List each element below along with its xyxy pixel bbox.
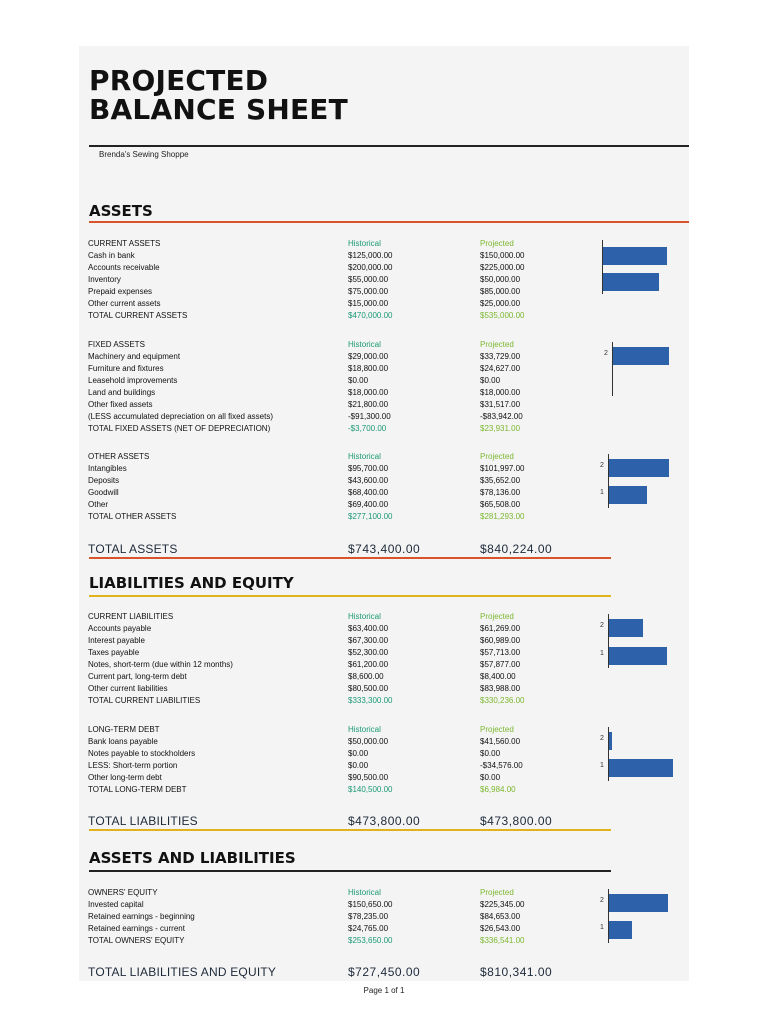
table-row-projected: $35,652.00 (480, 476, 521, 485)
total-assets-historical: $743,400.00 (348, 542, 421, 556)
table-row-historical: $63,400.00 (348, 624, 389, 633)
total-liabilities-historical: $473,800.00 (348, 814, 421, 828)
table-row-historical: $0.00 (348, 761, 369, 770)
table-row-label: Intangibles (88, 464, 127, 473)
section-total-label: TOTAL OWNERS' EQUITY (88, 936, 185, 945)
section-header-label: CURRENT LIABILITIES (88, 612, 174, 621)
table-row-label: Other long-term debt (88, 773, 162, 782)
table-row (88, 250, 628, 262)
chart-bar (609, 619, 643, 637)
section-total (88, 511, 628, 523)
total-assets-row (88, 541, 628, 557)
table-row-historical: $29,000.00 (348, 352, 389, 361)
chart-tick-label: 2 (600, 462, 604, 469)
section-total-label: TOTAL FIXED ASSETS (NET OF DEPRECIATION) (88, 424, 271, 433)
section-header-projected: Projected (480, 888, 514, 897)
chart-bar (609, 647, 667, 665)
chart-bar (609, 486, 647, 504)
table-row-historical: -$91,300.00 (348, 412, 391, 421)
section-total-projected: $23,931.00 (480, 424, 521, 433)
section-total-historical: $470,000.00 (348, 311, 393, 320)
chart-tick-label: 1 (600, 924, 604, 931)
section-total-historical: $277,100.00 (348, 512, 393, 521)
table-row (88, 772, 628, 784)
table-row-historical: $78,235.00 (348, 912, 389, 921)
table-row-historical: $90,500.00 (348, 773, 389, 782)
table-row (88, 760, 628, 772)
section-header-projected: Projected (480, 239, 514, 248)
chart-bar (609, 921, 632, 939)
table-row-projected: $61,269.00 (480, 624, 521, 633)
section-header-historical: Historical (348, 888, 381, 897)
liabilities-divider (89, 595, 611, 597)
section-total (88, 423, 628, 435)
total-liab-equity-label: TOTAL LIABILITIES AND EQUITY (88, 965, 277, 979)
section-header (88, 724, 628, 736)
table-row-projected: $57,877.00 (480, 660, 521, 669)
table-row-historical: $15,000.00 (348, 299, 389, 308)
table-row-label: Taxes payable (88, 648, 140, 657)
table-row (88, 463, 628, 475)
table-row (88, 647, 628, 659)
table-row-projected: $85,000.00 (480, 287, 521, 296)
title-line-2: BALANCE SHEET (89, 93, 348, 126)
table-row-historical: $61,200.00 (348, 660, 389, 669)
chart-tick-label: 2 (600, 735, 604, 742)
table-row-historical: $0.00 (348, 376, 369, 385)
section-header-historical: Historical (348, 725, 381, 734)
section-header-projected: Projected (480, 725, 514, 734)
table-row-historical: $68,400.00 (348, 488, 389, 497)
table-row-projected: $41,560.00 (480, 737, 521, 746)
table-row-historical: $69,400.00 (348, 500, 389, 509)
table-row-historical: $18,800.00 (348, 364, 389, 373)
table-row-projected: $31,517.00 (480, 400, 521, 409)
chart-bar (613, 347, 669, 365)
table-row-projected: $25,000.00 (480, 299, 521, 308)
table-row (88, 923, 628, 935)
table-row-label: LESS: Short-term portion (88, 761, 178, 770)
table-row (88, 659, 628, 671)
table-row-label: Other fixed assets (88, 400, 153, 409)
chart-tick-label: 2 (600, 897, 604, 904)
total-assets-label: TOTAL ASSETS (88, 542, 178, 556)
table-row-historical: $24,765.00 (348, 924, 389, 933)
page-footer: Page 1 of 1 (363, 986, 405, 995)
table-row-label: Deposits (88, 476, 120, 485)
table-row-label: Accounts receivable (88, 263, 160, 272)
table-row-label: Notes payable to stockholders (88, 749, 196, 758)
section-header-label: OWNERS' EQUITY (88, 888, 158, 897)
table-row-label: Goodwill (88, 488, 119, 497)
total-liabilities-projected: $473,800.00 (480, 814, 553, 828)
table-row-projected: $24,627.00 (480, 364, 521, 373)
table-row-label: Furniture and fixtures (88, 364, 164, 373)
total-liabilities-divider (89, 829, 611, 831)
table-row-label: (LESS accumulated depreciation on all fixed assets) (88, 412, 273, 421)
table-row-label: Inventory (88, 275, 121, 284)
chart-bar (603, 273, 659, 291)
table-row-historical: $125,000.00 (348, 251, 393, 260)
section-total-label: TOTAL CURRENT LIABILITIES (88, 696, 201, 705)
table-row (88, 363, 628, 375)
assets-heading: ASSETS (89, 202, 153, 220)
section-header (88, 611, 628, 623)
liabilities-heading: LIABILITIES AND EQUITY (89, 574, 294, 592)
table-row-label: Other (88, 500, 109, 509)
section-total-projected: $330,236.00 (480, 696, 525, 705)
section-header-label: LONG-TERM DEBT (88, 725, 160, 734)
table-row-label: Retained earnings - beginning (88, 912, 195, 921)
total-assets-projected: $840,224.00 (480, 542, 553, 556)
total-assets-divider (89, 557, 611, 559)
total-liabilities-row (88, 813, 628, 829)
table-row (88, 411, 628, 423)
section-total (88, 310, 628, 322)
table-row-projected: -$34,576.00 (480, 761, 523, 770)
company-name: Brenda's Sewing Shoppe (99, 150, 189, 159)
table-row-label: Other current liabilities (88, 684, 168, 693)
section-header-historical: Historical (348, 452, 381, 461)
table-row (88, 748, 628, 760)
table-row-label: Invested capital (88, 900, 144, 909)
title-divider (89, 145, 689, 147)
chart-tick-label: 2 (600, 622, 604, 629)
table-row (88, 298, 628, 310)
title-line-1: PROJECTED (89, 64, 269, 97)
table-row-projected: $83,988.00 (480, 684, 521, 693)
chart-bar (609, 459, 669, 477)
table-row-projected: $101,997.00 (480, 464, 525, 473)
equity-divider (89, 870, 611, 872)
section-header (88, 238, 628, 250)
chart-bar (603, 247, 667, 265)
table-row-projected: -$83,942.00 (480, 412, 523, 421)
table-row-label: Bank loans payable (88, 737, 158, 746)
total-liab-equity-row (88, 964, 628, 980)
section-total-projected: $281,293.00 (480, 512, 525, 521)
section-total (88, 935, 628, 947)
table-row-historical: $80,500.00 (348, 684, 389, 693)
assets-divider (89, 221, 689, 223)
table-row (88, 375, 628, 387)
section-header-label: FIXED ASSETS (88, 340, 145, 349)
table-row-label: Machinery and equipment (88, 352, 181, 361)
table-row-label: Interest payable (88, 636, 145, 645)
section-header-projected: Projected (480, 340, 514, 349)
table-row-label: Other current assets (88, 299, 161, 308)
table-row (88, 399, 628, 411)
section-header-historical: Historical (348, 239, 381, 248)
total-liab-equity-projected: $810,341.00 (480, 965, 553, 979)
table-row (88, 736, 628, 748)
section-total-historical: -$3,700.00 (348, 424, 387, 433)
chart-tick-label: 1 (600, 650, 604, 657)
section-total-historical: $253,650.00 (348, 936, 393, 945)
section-header-label: CURRENT ASSETS (88, 239, 161, 248)
section-header (88, 451, 628, 463)
total-liabilities-label: TOTAL LIABILITIES (88, 814, 198, 828)
section-total (88, 695, 628, 707)
section-header (88, 887, 628, 899)
table-row-historical: $55,000.00 (348, 275, 389, 284)
table-row-historical: $50,000.00 (348, 737, 389, 746)
equity-heading: ASSETS AND LIABILITIES (89, 849, 296, 867)
chart-bar (609, 732, 612, 750)
table-row-projected: $18,000.00 (480, 388, 521, 397)
section-header-projected: Projected (480, 452, 514, 461)
table-row-label: Current part, long-term debt (88, 672, 187, 681)
table-row-label: Retained earnings - current (88, 924, 185, 933)
table-row-label: Leasehold improvements (88, 376, 178, 385)
table-row-label: Cash in bank (88, 251, 135, 260)
table-row (88, 387, 628, 399)
section-header-historical: Historical (348, 340, 381, 349)
section-total-projected: $6,984.00 (480, 785, 516, 794)
table-row (88, 635, 628, 647)
table-row-historical: $75,000.00 (348, 287, 389, 296)
table-row-projected: $150,000.00 (480, 251, 525, 260)
chart-tick-label: 1 (600, 489, 604, 496)
chart-bar (609, 894, 668, 912)
table-row-projected: $84,653.00 (480, 912, 521, 921)
table-row-projected: $225,000.00 (480, 263, 525, 272)
table-row-historical: $21,800.00 (348, 400, 389, 409)
table-row-label: Land and buildings (88, 388, 156, 397)
section-header-label: OTHER ASSETS (88, 452, 150, 461)
table-row-historical: $43,600.00 (348, 476, 389, 485)
section-total-historical: $140,500.00 (348, 785, 393, 794)
chart-bar (609, 759, 673, 777)
table-row-label: Accounts payable (88, 624, 152, 633)
table-row-historical: $52,300.00 (348, 648, 389, 657)
table-row-projected: $78,136.00 (480, 488, 521, 497)
table-row-historical: $0.00 (348, 749, 369, 758)
table-row (88, 274, 628, 286)
table-row-label: Prepaid expenses (88, 287, 153, 296)
section-total-projected: $535,000.00 (480, 311, 525, 320)
table-row (88, 683, 628, 695)
section-header (88, 339, 628, 351)
section-total-historical: $333,300.00 (348, 696, 393, 705)
section-total-label: TOTAL CURRENT ASSETS (88, 311, 188, 320)
table-row-projected: $0.00 (480, 376, 501, 385)
table-row-historical: $18,000.00 (348, 388, 389, 397)
table-row (88, 475, 628, 487)
table-row-projected: $60,989.00 (480, 636, 521, 645)
table-row (88, 623, 628, 635)
table-row (88, 899, 628, 911)
chart-tick-label: 1 (600, 762, 604, 769)
section-header-projected: Projected (480, 612, 514, 621)
table-row-historical: $8,600.00 (348, 672, 384, 681)
table-row (88, 671, 628, 683)
section-total-label: TOTAL LONG-TERM DEBT (88, 785, 187, 794)
table-row-projected: $0.00 (480, 749, 501, 758)
table-row (88, 262, 628, 274)
chart-tick-label: 2 (604, 350, 608, 357)
table-row (88, 351, 628, 363)
table-row-projected: $50,000.00 (480, 275, 521, 284)
table-row (88, 487, 628, 499)
table-row-projected: $57,713.00 (480, 648, 521, 657)
table-row-projected: $65,508.00 (480, 500, 521, 509)
table-row-projected: $0.00 (480, 773, 501, 782)
table-row-historical: $67,300.00 (348, 636, 389, 645)
table-row (88, 499, 628, 511)
table-row-historical: $200,000.00 (348, 263, 393, 272)
table-row-projected: $8,400.00 (480, 672, 516, 681)
table-row-label: Notes, short-term (due within 12 months) (88, 660, 233, 669)
table-row (88, 286, 628, 298)
table-row (88, 911, 628, 923)
table-row-projected: $26,543.00 (480, 924, 521, 933)
section-total-label: TOTAL OTHER ASSETS (88, 512, 177, 521)
section-total-projected: $336,541.00 (480, 936, 525, 945)
table-row-historical: $95,700.00 (348, 464, 389, 473)
page-title (89, 66, 348, 124)
table-row-projected: $225,345.00 (480, 900, 525, 909)
table-row-historical: $150,650.00 (348, 900, 393, 909)
table-row-projected: $33,729.00 (480, 352, 521, 361)
total-liab-equity-historical: $727,450.00 (348, 965, 421, 979)
section-header-historical: Historical (348, 612, 381, 621)
section-total (88, 784, 628, 796)
